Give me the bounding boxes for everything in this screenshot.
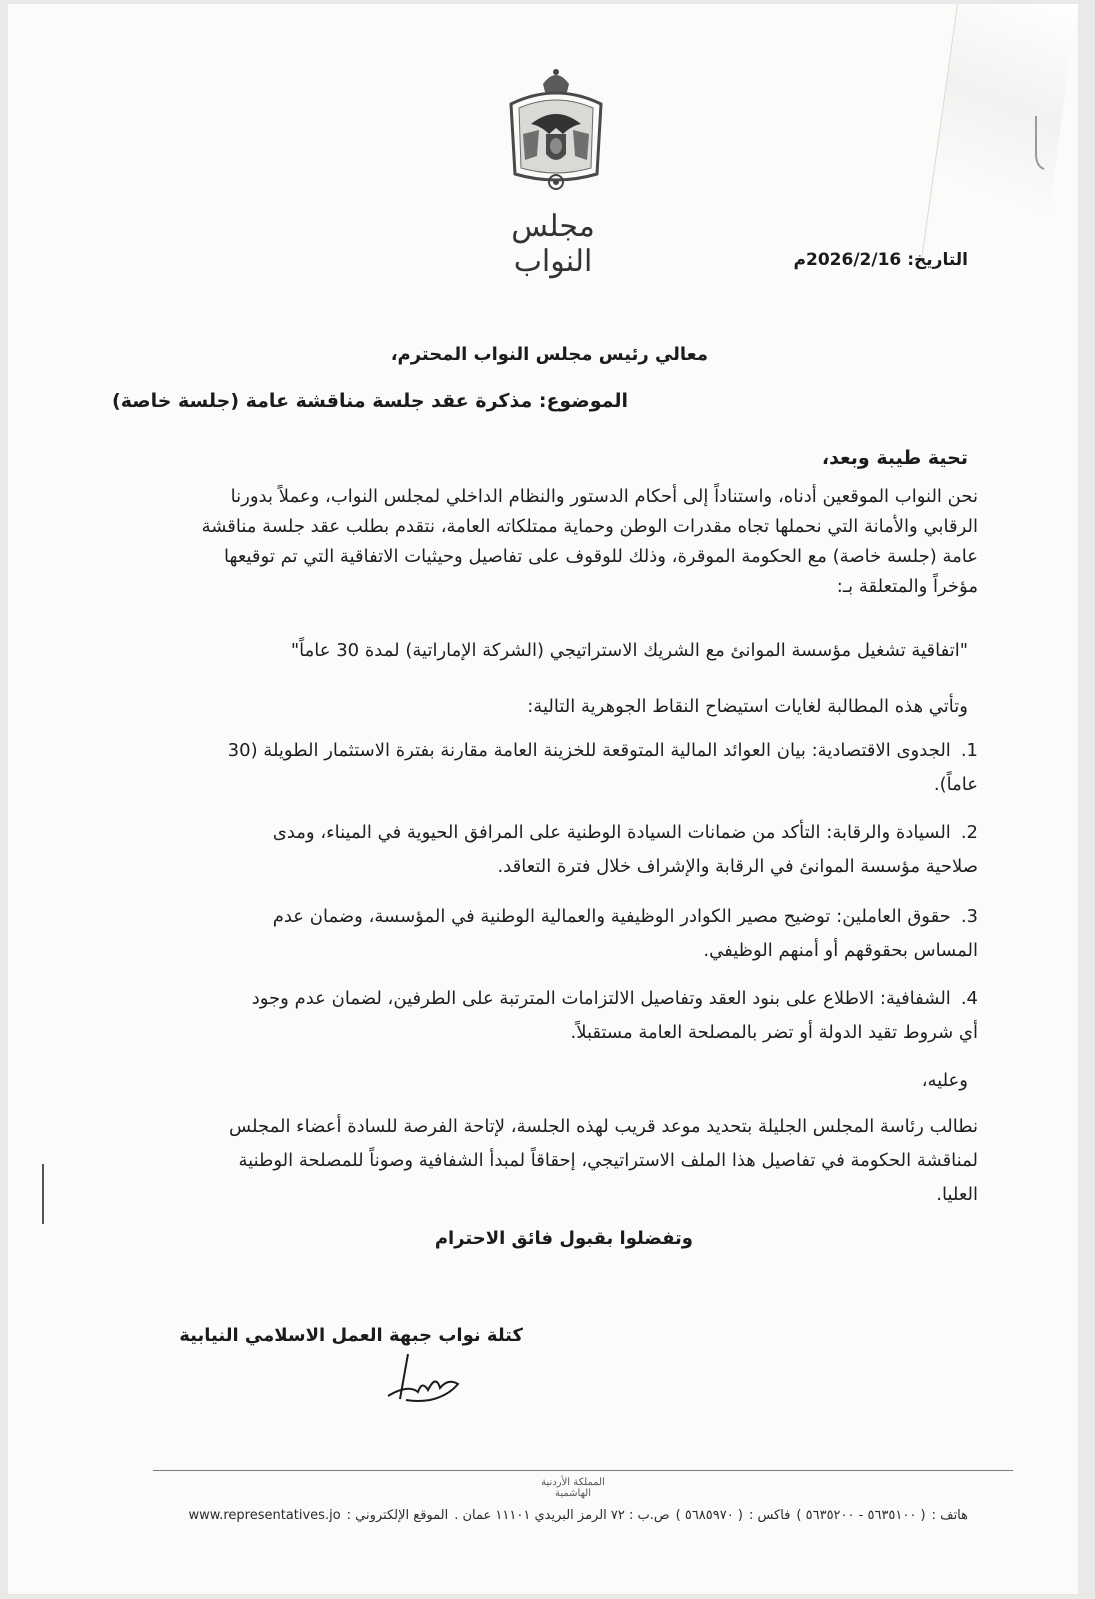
list-item <box>148 816 978 884</box>
list-item <box>148 734 978 802</box>
point-label: السيادة والرقابة: <box>826 822 951 843</box>
point-number: 3. <box>960 906 978 927</box>
margin-mark <box>42 1164 44 1224</box>
footer-kingdom: المملكة الأردنية الهاشمية <box>541 1477 605 1499</box>
point-label: الجدوى الاقتصادية: <box>811 740 951 761</box>
greeting: تحية طيبة وبعد، <box>821 447 968 469</box>
intro-line: نحن النواب الموقعين أدناه، واستناداً إلى أحكام الدستور والنظام الداخلي لمجلس النواب، وعملاً بدورنا <box>230 486 978 507</box>
point-text: أي شروط تقيد الدولة أو تضر بالمصلحة العامة مستقبلاً. <box>570 1022 978 1043</box>
date-value: 2026/2/16م <box>793 250 902 270</box>
footer-contact <box>183 1508 969 1523</box>
signatory-name: كتلة نواب جبهة العمل الاسلامي النيابية <box>179 1325 523 1346</box>
point-text: التأكد من ضمانات السيادة الوطنية على المرافق الحيوية في الميناء، ومدى <box>272 822 821 843</box>
list-item <box>148 900 978 968</box>
request-line: العليا. <box>936 1184 978 1205</box>
request-line: لمناقشة الحكومة في تفاصيل هذا الملف الاستراتيجي، إحقاقاً لمبدأ الشفافية وصوناً للمصلحة الوطنية <box>238 1150 978 1171</box>
point-text: بيان العوائد المالية المتوقعة للخزينة العامة مقارنة بفترة الاستثمار الطويلة (30 <box>227 740 806 761</box>
therefore-text: وعليه، <box>921 1070 968 1091</box>
coat-of-arms-icon <box>501 64 611 199</box>
date-label: التاريخ: <box>907 250 968 270</box>
website-link[interactable]: www.representatives.jo <box>188 1508 341 1523</box>
point-label: حقوق العاملين: <box>836 906 951 927</box>
subject-label: الموضوع: <box>538 390 628 412</box>
paper-fold <box>920 4 1078 264</box>
signature-icon <box>378 1344 478 1414</box>
point-label: الشفافية: <box>879 988 951 1009</box>
point-text: المساس بحقوقهم أو أمنهم الوظيفي. <box>703 940 978 961</box>
fax-label: فاكس : <box>748 1508 791 1523</box>
staple-mark <box>1034 114 1048 174</box>
request-paragraph <box>148 1110 978 1212</box>
point-number: 4. <box>960 988 978 1009</box>
letter-page <box>8 4 1078 1594</box>
point-number: 1. <box>960 740 978 761</box>
intro-paragraph <box>148 482 978 602</box>
phone-label: هاتف : <box>931 1508 968 1523</box>
point-text: صلاحية مؤسسة الموانئ في الرقابة والإشراف خلال فترة التعاقد. <box>497 856 978 877</box>
subject-text: مذكرة عقد جلسة مناقشة عامة (جلسة خاصة) <box>112 390 533 412</box>
letter-date <box>788 250 968 270</box>
website-label: الموقع الإلكتروني : <box>346 1508 449 1523</box>
phone-value: ( ٥٦٣٥١٠٠ - ٥٦٣٥٢٠٠ ) <box>796 1508 926 1523</box>
intro-line: عامة (جلسة خاصة) مع الحكومة الموقرة، وذلك للوقوف على تفاصيل وحيثيات الاتفاقية التي تم توقيعها <box>224 546 978 567</box>
intro-line: مؤخراً والمتعلقة بـ: <box>836 576 978 597</box>
points-intro: وتأتي هذه المطالبة لغايات استيضاح النقاط الجوهرية التالية: <box>527 696 968 717</box>
point-text: عاماً). <box>933 774 978 795</box>
point-text: توضيح مصير الكوادر الوظيفية والعمالية الوطنية في المؤسسة، وضمان عدم <box>272 906 831 927</box>
point-text: الاطلاع على بنود العقد وتفاصيل الالتزامات المترتبة على الطرفين، لضمان عدم وجود <box>251 988 875 1009</box>
list-item <box>148 982 978 1050</box>
subject-line <box>112 390 628 412</box>
org-logo-text: مجلس النواب <box>511 209 595 279</box>
agreement-quote: "اتفاقية تشغيل مؤسسة الموانئ مع الشريك الاستراتيجي (الشركة الإماراتية) لمدة 30 عاماً" <box>290 640 968 661</box>
footer-divider <box>153 1470 1013 1471</box>
pobox-text: ص.ب : ٧٢ الرمز البريدي ١١١٠١ عمان . <box>454 1508 670 1523</box>
closing-salutation: وتفضلوا بقبول فائق الاحترام <box>434 1228 693 1249</box>
intro-line: الرقابي والأمانة التي نحملها تجاه مقدرات الوطن وحماية ممتلكاته العامة، نتقدم بطلب عقد جلسة مناقشة <box>201 516 978 537</box>
fax-value: ( ٥٦٨٥٩٧٠ ) <box>675 1508 743 1523</box>
addressee: معالي رئيس مجلس النواب المحترم، <box>390 344 708 365</box>
point-number: 2. <box>960 822 978 843</box>
request-line: نطالب رئاسة المجلس الجليلة بتحديد موعد قريب لهذه الجلسة، لإتاحة الفرصة للسادة أعضاء المجلس <box>229 1116 978 1137</box>
